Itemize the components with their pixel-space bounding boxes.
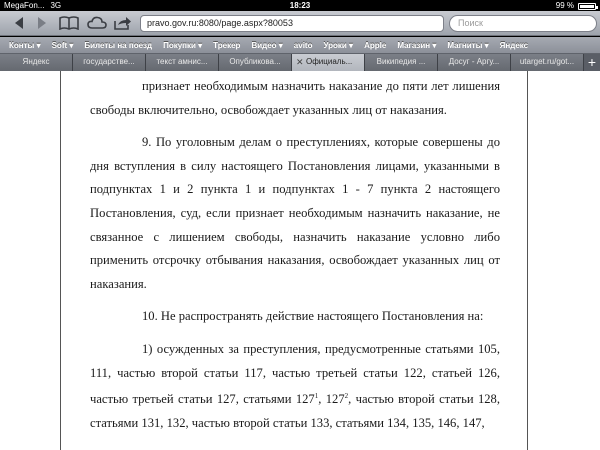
bookmark-item[interactable]: Apple	[364, 40, 387, 50]
tab[interactable]: utarget.ru/got...	[511, 54, 584, 71]
bookmark-item[interactable]: Билеты на поезд	[84, 40, 153, 50]
back-arrow-icon[interactable]	[10, 14, 28, 32]
bookmark-item[interactable]: Конты ▾	[9, 40, 41, 50]
page-border-right	[527, 71, 528, 450]
paragraph: 9. По уголовным делам о преступлениях, которые совершены до дня вступления в силу настоящего Постановления лицами, указанными в подпунктах 1 и 2 пункта 1 и подпунктах 1 - 7 пункта 2 настоящего Постановления, суд, если признает необходимым назначить наказание, не связанное с лишением свободы, назначить наказание условно либо применить отсрочку отбывания наказания, освобождает указанных лиц от наказания.	[90, 135, 500, 291]
forward-arrow-icon[interactable]	[33, 14, 51, 32]
carrier-label: MegaFon...	[4, 1, 45, 10]
tab[interactable]: Яндекс	[0, 54, 73, 71]
bookmark-item[interactable]: Видео ▾	[251, 40, 283, 50]
superscript: 1	[314, 392, 319, 401]
bookmark-item[interactable]: Soft ▾	[51, 40, 74, 50]
new-tab-button[interactable]: +	[587, 54, 597, 70]
superscript: 2	[344, 392, 349, 401]
tab-active[interactable]	[292, 54, 365, 71]
close-tab-icon[interactable]: ✕	[296, 57, 304, 67]
bookmark-item[interactable]: Магазин ▾	[397, 40, 437, 50]
icloud-tabs-icon[interactable]	[86, 14, 108, 32]
tab[interactable]: Википедия ...	[365, 54, 438, 71]
tab[interactable]: текст амнис...	[146, 54, 219, 71]
paragraph-text: , частью второй статьи 128, статьями 131, 132, частью второй статьи 133, статьями 134, 135, 146, 147,	[90, 392, 500, 430]
bookmark-item[interactable]: Покупки ▾	[163, 40, 203, 50]
paragraph: 10. Не распространять действие настоящего Постановления на:	[142, 309, 484, 324]
browser-toolbar	[0, 11, 600, 36]
bookmark-item[interactable]: Яндекс	[499, 40, 529, 50]
bookmarks-bar	[0, 37, 600, 54]
clock: 18:23	[289, 1, 311, 10]
document-text	[90, 75, 500, 436]
paragraph: признает необходимым назначить наказание до пяти лет лишения свободы включительно, освобождает указанных лиц от наказания.	[90, 79, 500, 117]
tab[interactable]: государстве...	[73, 54, 146, 71]
search-input[interactable]: Поиск	[449, 15, 597, 32]
battery-percent: 99 %	[555, 1, 574, 10]
tab-active-label: Официаль...	[306, 57, 353, 66]
page-content[interactable]	[0, 71, 600, 450]
tab[interactable]: Досуг - Аргу...	[438, 54, 511, 71]
paragraph-text: 1) осужденных за преступления, предусмотренные статьями 105, 111, частью второй статьи 117, частью третьей статьи 122, статьей 126, частью третьей статьи 127, статьями 127	[90, 341, 500, 407]
network-label: 3G	[50, 1, 62, 10]
bookmark-item[interactable]: Магниты ▾	[447, 40, 489, 50]
bookmark-item[interactable]: avito	[293, 40, 313, 50]
battery-icon	[578, 3, 596, 10]
tab-bar	[0, 54, 600, 71]
address-bar[interactable]: pravo.gov.ru:8080/page.aspx?80053	[140, 15, 444, 32]
paragraph	[90, 338, 500, 436]
share-icon[interactable]	[113, 14, 133, 32]
paragraph-text: , 127	[318, 392, 345, 407]
bookmarks-book-icon[interactable]	[58, 14, 80, 32]
bookmark-item[interactable]: Трекер	[213, 40, 241, 50]
bookmark-item[interactable]: Уроки ▾	[323, 40, 354, 50]
page-border-left	[60, 71, 61, 450]
status-bar	[0, 0, 600, 11]
tab[interactable]: Опубликова...	[219, 54, 292, 71]
